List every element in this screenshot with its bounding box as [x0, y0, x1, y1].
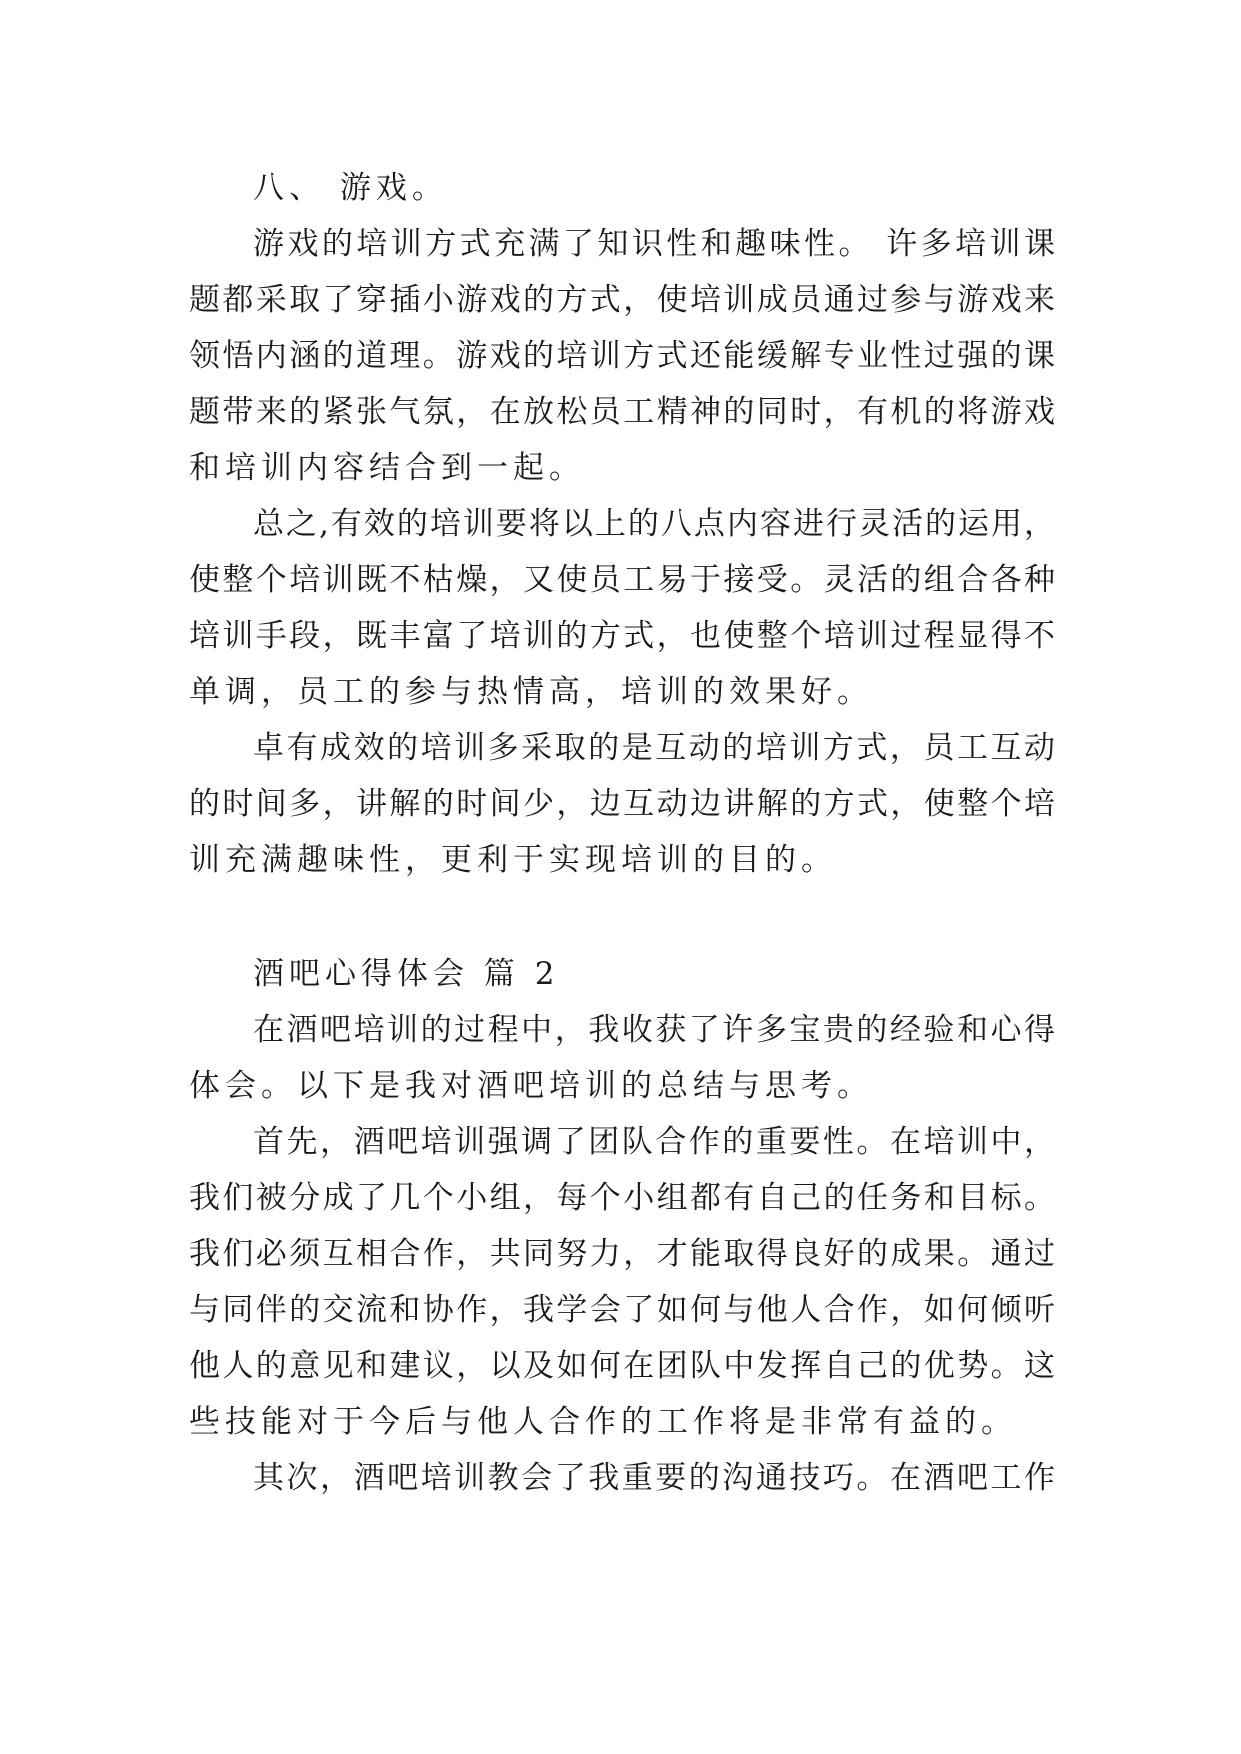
paragraph	[189, 1450, 1055, 1506]
paragraph-line: 我们被分成了几个小组，每个小组都有自己的任务和目标。	[189, 1180, 1055, 1216]
paragraph-line: 与同伴的交流和协作，我学会了如何与他人合作，如何倾听	[189, 1292, 1055, 1328]
paragraph	[189, 496, 1055, 720]
paragraph-line: 些技能对于今后与他人合作的工作将是非常有益的。	[189, 1404, 1017, 1440]
paragraph-line: 题带来的紧张气氛，在放松员工精神的同时，有机的将游戏	[189, 394, 1055, 430]
paragraph	[189, 1002, 1055, 1114]
paragraph	[189, 216, 1055, 496]
document-body	[189, 160, 1055, 1506]
paragraph-line: 在酒吧培训的过程中，我收获了许多宝贵的经验和心得	[253, 1012, 1055, 1048]
paragraph-line: 体会。以下是我对酒吧培训的总结与思考。	[189, 1068, 873, 1104]
paragraph-line: 首先，酒吧培训强调了团队合作的重要性。在培训中，	[253, 1124, 1055, 1160]
paragraph-line: 单调，员工的参与热情高，培训的效果好。	[189, 674, 873, 710]
paragraph-line: 总之,有效的培训要将以上的八点内容进行灵活的运用，	[253, 506, 1055, 542]
paragraph-line: 其次，酒吧培训教会了我重要的沟通技巧。在酒吧工作	[253, 1460, 1055, 1496]
paragraph-line: 使整个培训既不枯燥，又使员工易于接受。灵活的组合各种	[189, 562, 1055, 598]
paragraph-line: 他人的意见和建议，以及如何在团队中发挥自己的优势。这	[189, 1348, 1055, 1384]
paragraph-line: 的时间多，讲解的时间少，边互动边讲解的方式，使整个培	[189, 786, 1055, 822]
paragraph-line: 卓有成效的培训多采取的是互动的培训方式，员工互动	[253, 730, 1055, 766]
section-spacer	[189, 888, 1055, 946]
paragraph-line: 领悟内涵的道理。游戏的培训方式还能缓解专业性过强的课	[189, 338, 1055, 374]
article-title: 酒吧心得体会 篇 2	[253, 956, 560, 992]
paragraph	[189, 1114, 1055, 1450]
paragraph-line: 我们必须互相合作，共同努力，才能取得良好的成果。通过	[189, 1236, 1055, 1272]
paragraph-line: 培训手段，既丰富了培训的方式，也使整个培训过程显得不	[189, 618, 1055, 654]
paragraph-line: 训充满趣味性，更利于实现培训的目的。	[189, 842, 837, 878]
section-heading: 八、 游戏。	[253, 170, 448, 206]
paragraph	[189, 720, 1055, 888]
paragraph-line: 题都采取了穿插小游戏的方式，使培训成员通过参与游戏来	[189, 282, 1055, 318]
paragraph-line: 游戏的培训方式充满了知识性和趣味性。 许多培训课	[253, 226, 1055, 262]
paragraph-line: 和培训内容结合到一起。	[189, 450, 585, 486]
